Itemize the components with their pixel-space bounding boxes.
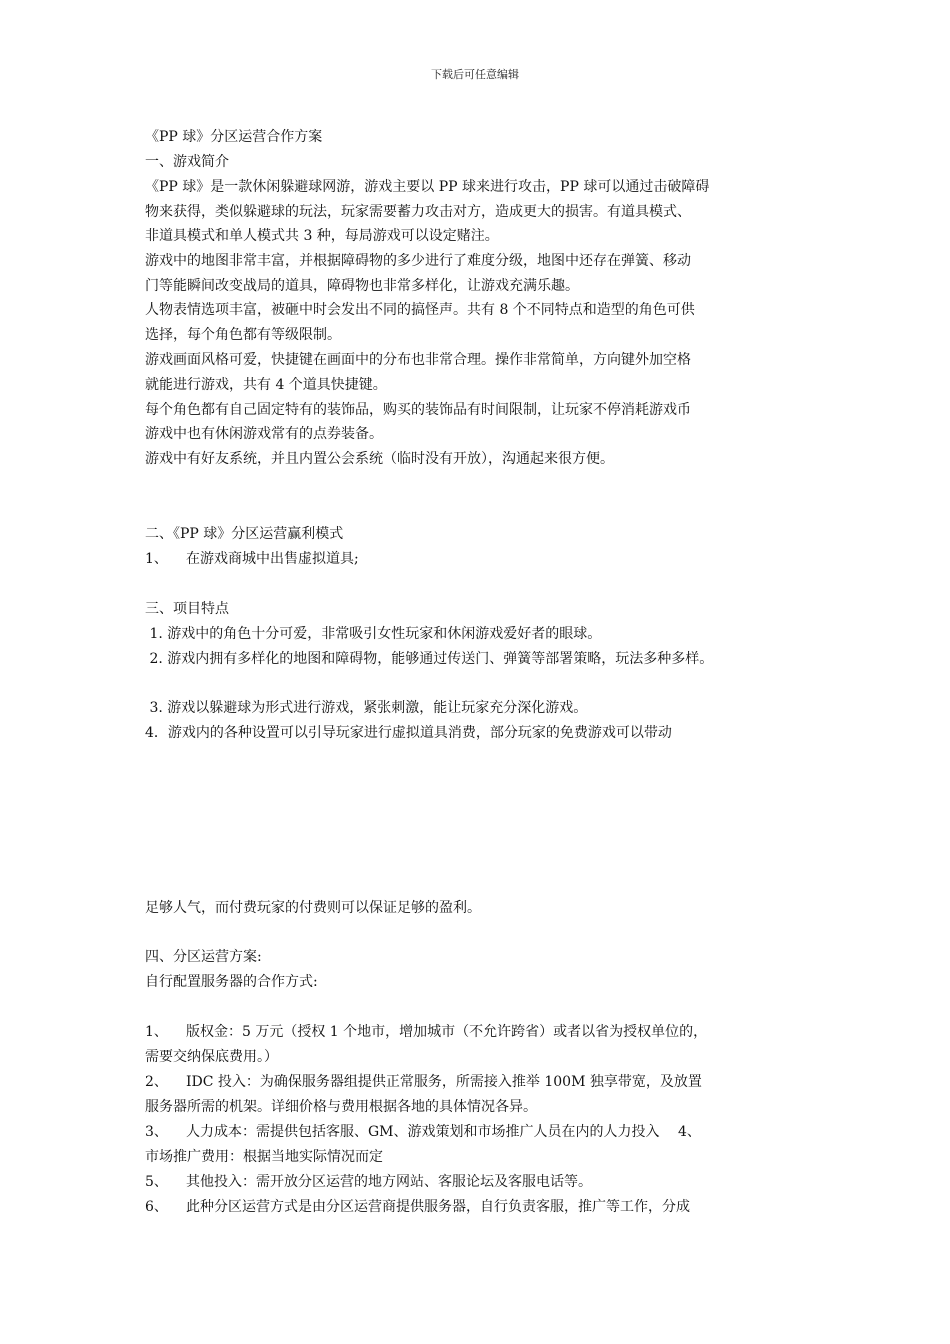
section-2-heading: 二、《PP 球》分区运营赢利模式 [145, 526, 344, 542]
feature-item: 2. 游戏内拥有多样化的地图和障碍物，能够通过传送门、弹簧等部署策略，玩法多种多样。 [145, 651, 714, 667]
list-text: 其他投入：需开放分区运营的地方网站、客服论坛及客服电话等。 [186, 1174, 592, 1190]
list-number: 1、 [145, 1024, 168, 1040]
list-item [145, 1072, 702, 1092]
paragraph-line: 非道具模式和单人模式共 3 种，每局游戏可以设定赌注。 [145, 228, 499, 244]
list-text: 人力成本：需提供包括客服、GM、游戏策划和市场推广人员在内的人力投入 4、 [186, 1124, 701, 1140]
list-text: IDC 投入：为确保服务器组提供正常服务，所需接入推举 100M 独享带宽，及放置 [186, 1074, 702, 1090]
paragraph-line: 游戏中的地图非常丰富，并根据障碍物的多少进行了难度分级，地图中还存在弹簧、移动 [145, 253, 691, 269]
list-number: 5、 [145, 1174, 168, 1190]
paragraph-line: 《PP 球》是一款休闲躲避球网游，游戏主要以 PP 球来进行攻击，PP 球可以通过击破障碍 [145, 179, 710, 195]
feature-item: 3. 游戏以躲避球为形式进行游戏，紧张刺激，能让玩家充分深化游戏。 [145, 700, 588, 716]
paragraph-line: 人物表情选项丰富，被砸中时会发出不同的搞怪声。共有 8 个不同特点和造型的角色可供 [145, 302, 695, 318]
list-item [145, 1172, 592, 1192]
list-item [145, 1022, 707, 1042]
paragraph-line: 选择，每个角色都有等级限制。 [145, 327, 341, 343]
list-number: 3、 [145, 1124, 168, 1140]
section-1-heading: 一、游戏简介 [145, 154, 229, 170]
document-title: 《PP 球》分区运营合作方案 [145, 129, 323, 145]
paragraph-line: 门等能瞬间改变战局的道具，障碍物也非常多样化，让游戏充满乐趣。 [145, 278, 579, 294]
list-number: 6、 [145, 1199, 168, 1215]
section-4-heading: 四、分区运营方案: [145, 949, 262, 965]
paragraph-line: 足够人气，而付费玩家的付费则可以保证足够的盈利。 [145, 900, 481, 916]
list-text: 此种分区运营方式是由分区运营商提供服务器，自行负责客服，推广等工作，分成 [186, 1199, 690, 1215]
paragraph-line: 游戏中也有休闲游戏常有的点券装备。 [145, 426, 383, 442]
list-item [145, 1197, 690, 1217]
list-continuation: 服务器所需的机架。详细价格与费用根据各地的具体情况各异。 [145, 1099, 537, 1115]
paragraph-line: 物来获得，类似躲避球的玩法，玩家需要蓄力攻击对方，造成更大的损害。有道具模式、 [145, 204, 691, 220]
list-text: 在游戏商城中出售虚拟道具; [186, 551, 359, 567]
list-item [145, 1122, 701, 1142]
page-header: 下载后可任意编辑 [431, 68, 519, 81]
list-number: 1、 [145, 551, 168, 567]
feature-item: 1. 游戏中的角色十分可爱，非常吸引女性玩家和休闲游戏爱好者的眼球。 [145, 626, 602, 642]
subheading: 自行配置服务器的合作方式: [145, 974, 318, 990]
paragraph-line: 就能进行游戏，共有 4 个道具快捷键。 [145, 377, 387, 393]
feature-item: 4．游戏内的各种设置可以引导玩家进行虚拟道具消费，部分玩家的免费游戏可以带动 [145, 725, 672, 741]
section-3-heading: 三、项目特点 [145, 601, 229, 617]
paragraph-line: 游戏中有好友系统，并且内置公会系统（临时没有开放），沟通起来很方便。 [145, 451, 614, 467]
list-continuation: 市场推广费用：根据当地实际情况而定 [145, 1149, 383, 1165]
paragraph-line: 游戏画面风格可爱，快捷键在画面中的分布也非常合理。操作非常简单，方向键外加空格 [145, 352, 691, 368]
list-number: 2、 [145, 1074, 168, 1090]
list-item [145, 549, 359, 569]
paragraph-line: 每个角色都有自己固定特有的装饰品，购买的装饰品有时间限制，让玩家不停消耗游戏币 [145, 402, 691, 418]
list-continuation: 需要交纳保底费用。） [145, 1049, 278, 1065]
list-text: 版权金：5 万元（授权 1 个地市，增加城市（不允许跨省）或者以省为授权单位的， [186, 1024, 708, 1040]
